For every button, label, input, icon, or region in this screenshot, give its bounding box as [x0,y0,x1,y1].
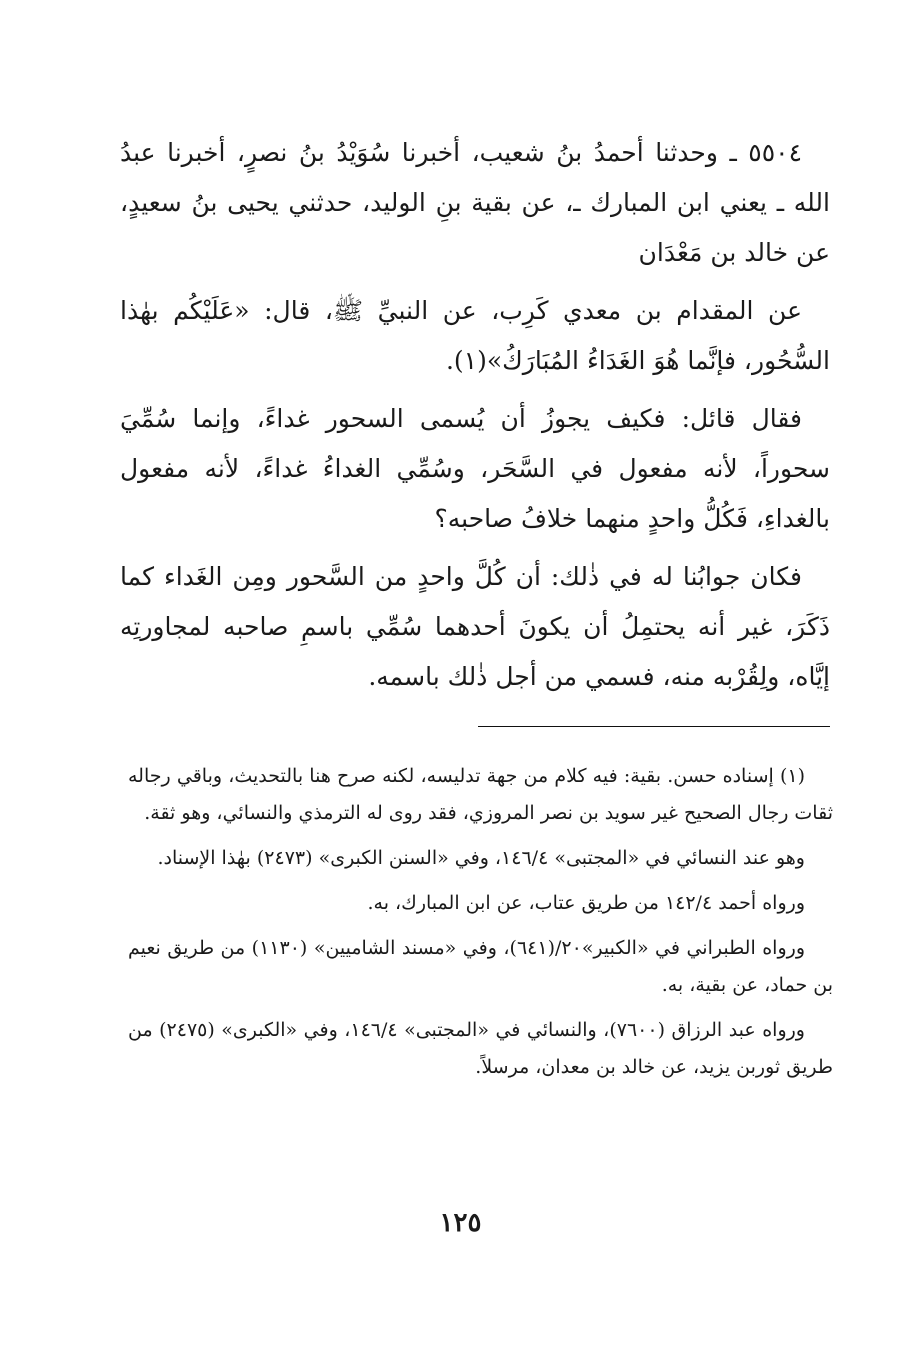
footnote-1: (١) إسناده حسن. بقية: فيه كلام من جهة تدليسه، لكنه صرح هنا بالتحديث، وباقي رجاله ثقات رجال الصحيح غير سويد بن نصر المروزي، فقد روى له الترمذي والنسائي، وهو ثقة. [128,765,833,824]
footnote-separator [478,726,830,727]
answer-paragraph: فكان جوابُنا له في ذٰلك: أن كُلَّ واحدٍ من السَّحور ومِن الغَداء كما ذَكَرَ، غير أنه يحتمِلُ أن يكونَ أحدهما سُمِّي باسمِ صاحبه لمجاورتِه إيَّاه، ولِقُرْبه منه، فسمي من أجل ذٰلك باسمه. [120,562,830,691]
footnote-continuation: ورواه عبد الرزاق (٧٦٠٠)، والنسائي في «المجتبى» ١٤٦/٤، وفي «الكبرى» (٢٤٧٥) من طريق ثوربن يزيد، عن خالد بن معدان، مرسلاً. [128,1019,833,1078]
question-paragraph: فقال قائل: فكيف يجوزُ أن يُسمى السحور غداءً، وإنما سُمِّيَ سحوراً، لأنه مفعول في السَّحَر، وسُمِّي الغداءُ غداءً، لأنه مفعول بالغداءِ، فَكُلُّ واحدٍ منهما خلافُ صاحبه؟ [120,404,830,533]
footnote-continuation: ورواه الطبراني في «الكبير»٢٠/(٦٤١)، وفي «مسند الشاميين» (١١٣٠) من طريق نعيم بن حماد، عن بقية، به. [128,937,833,996]
main-text [120,128,830,710]
footnotes [128,758,833,1094]
footnote-continuation: ورواه أحمد ١٤٢/٤ من طريق عتاب، عن ابن المبارك، به. [367,892,805,914]
hadith-matn-paragraph: عن المقدام بن معدي كَرِب، عن النبيِّ ﷺ، قال: «عَلَيْكُم بهٰذا السُّحُور، فإنَّما هُوَ الغَدَاءُ المُبَارَكُ»(١). [120,296,830,375]
footnote-continuation: وهو عند النسائي في «المجتبى» ١٤٦/٤، وفي «السنن الكبرى» (٢٤٧٣) بهٰذا الإسناد. [157,847,805,869]
hadith-isnad-paragraph: ٥٥٠٤ ـ وحدثنا أحمدُ بنُ شعيب، أخبرنا سُوَيْدُ بنُ نصرٍ، أخبرنا عبدُ الله ـ يعني ابن المبارك ـ، عن بقية بنِ الوليد، حدثني يحيى بنُ سعيدٍ، عن خالد بن مَعْدَان [120,138,830,267]
page-number: ١٢٥ [439,1208,482,1238]
